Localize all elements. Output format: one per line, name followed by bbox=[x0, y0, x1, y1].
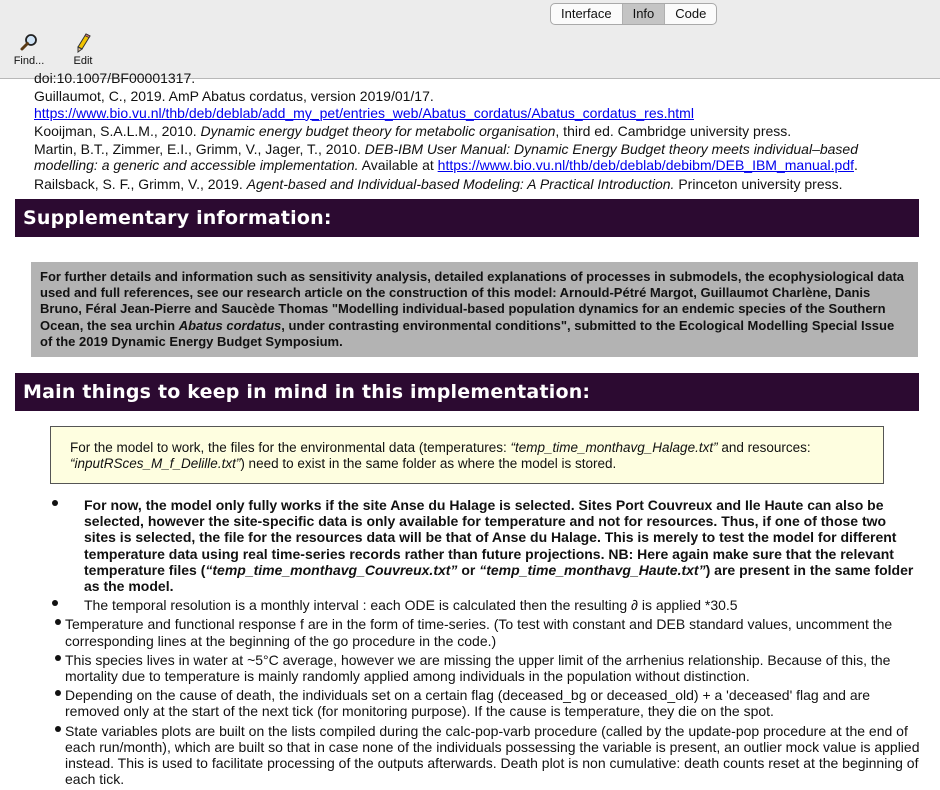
reference-publisher: , third ed. Cambridge university press. bbox=[555, 122, 792, 139]
edit-label: Edit bbox=[73, 55, 93, 67]
list-item bbox=[50, 616, 920, 648]
item-text: State variables plots are built on the lists compiled during the calc-pop-varb procedure (called by the update-pop procedure at the end of each run/month), which are built so that in case none of the individuals possessing the variable is present, an outlier mock value is applied instead. This is used to facilitate processing of the outputs afterwards. Death plot is non cumulative: death counts reset at the beginning of each tick. bbox=[65, 722, 920, 788]
reference-available: Available at bbox=[358, 157, 438, 174]
item-text: The temporal resolution is a monthly interval : each ODE is calculated then the resulting ∂ is applied *30.5 bbox=[84, 597, 738, 614]
reference-authors: Kooijman, S.A.L.M., 2010. bbox=[34, 122, 201, 139]
item-text: Depending on the cause of death, the individuals set on a certain flag (deceased_bg or deceased_old) + a 'deceased' flag and are removed only at the start of the next tick (for monitoring purpose). If the cause is temperature, they die on the spot. bbox=[65, 687, 871, 720]
guillaumot-link[interactable]: https://www.bio.vu.nl/thb/deb/deblab/add_my_pet/entries_web/Abatus_cordatus/Abatus_cordatus_res.html bbox=[34, 104, 694, 121]
bullet-icon bbox=[55, 619, 61, 625]
supplementary-text: For further details and information such as sensitivity analysis, detailed explanations of processes in submodels, the ecophysiological data used and full references, see our research article on the construction of this model: Arnould-Pétré Margot, Guillaumot Charlène, Danis Bruno, Féral Jean-Pierre and Saucède Thomas "Modelling individual-based population dynamics for an endemic species of the Southern Ocean, the sea urchin bbox=[40, 269, 905, 333]
list-item bbox=[50, 687, 920, 719]
reference-title: DEB-IBM User Manual: Dynamic Energy Budget theory meets individual–based modelling: a generic and accessible implementation. bbox=[34, 141, 858, 174]
list-item bbox=[50, 723, 920, 788]
reference-text: Guillaumot, C., 2019. AmP Abatus cordatus, version 2019/01/17. bbox=[34, 88, 434, 105]
item-text: For now, the model only fully works if the site Anse du Halage is selected. Sites Port Couvreux and Ile Haute can also be selected, however the site-specific data is only available for temperature and not for resources. Thus, if one of those two sites is selected, the file for the resources data will be that of Anse du Halage. This is merely to test the model for different temperature data using real time-series records rather than future projections. NB: Here again make sure that the relevant temperature files ( bbox=[84, 497, 897, 578]
bullet-icon bbox=[55, 690, 61, 696]
pencil-icon bbox=[72, 32, 94, 54]
supplementary-box bbox=[31, 262, 918, 357]
resources-filename: “inputRSces_M_f_Delille.txt” bbox=[70, 456, 241, 471]
note-text: and resources: bbox=[717, 440, 811, 455]
reference-publisher: Princeton university press. bbox=[674, 175, 843, 192]
find-label: Find... bbox=[13, 55, 45, 67]
tab-interface[interactable]: Interface bbox=[551, 4, 623, 24]
bullet-icon bbox=[52, 600, 58, 606]
reference-martin bbox=[34, 141, 914, 174]
implementation-notes-list bbox=[50, 497, 920, 790]
bullet-icon bbox=[55, 726, 61, 732]
info-document[interactable] bbox=[0, 70, 940, 788]
item-text: Temperature and functional response f are in the form of time-series. (To test with constant and DEB standard values, uncomment the corresponding lines at the beginning of the go procedure in the code.) bbox=[65, 616, 893, 649]
haute-filename: “temp_time_monthavg_Haute.txt” bbox=[479, 561, 706, 578]
list-item bbox=[50, 497, 920, 594]
view-tab-group bbox=[550, 3, 717, 25]
item-text: ) are present in the same folder as the model. bbox=[84, 561, 914, 595]
find-button[interactable] bbox=[4, 32, 54, 67]
reference-title: Agent-based and Individual-based Modeling: A Practical Introduction. bbox=[246, 175, 675, 192]
reference-cut-line: doi:10.1007/BF00001317. bbox=[34, 70, 196, 86]
reference-end: . bbox=[854, 157, 858, 174]
bullet-icon bbox=[52, 500, 58, 506]
reference-railsback bbox=[34, 176, 914, 192]
edit-button[interactable] bbox=[58, 32, 108, 67]
item-text: This species lives in water at ~5°C average, however we are missing the upper limit of the arrhenius relationship. Because of this, the mortality due to temperature is mainly randomly applied among individuals in the population without distinction. bbox=[65, 651, 891, 685]
supplementary-header: Supplementary information: bbox=[15, 199, 919, 237]
required-files-note bbox=[50, 426, 884, 484]
item-text: or bbox=[457, 561, 480, 578]
note-text: For the model to work, the files for the environmental data (temperatures: bbox=[70, 440, 511, 455]
toolbar bbox=[0, 0, 940, 79]
couvreux-filename: “temp_time_monthavg_Couvreux.txt” bbox=[205, 561, 458, 578]
tab-info[interactable]: Info bbox=[623, 4, 666, 24]
species-name: Abatus cordatus bbox=[178, 317, 282, 333]
reference-kooijman bbox=[34, 123, 914, 139]
tab-code[interactable]: Code bbox=[675, 6, 707, 21]
references-list bbox=[34, 70, 914, 194]
reference-guillaumot bbox=[34, 88, 914, 121]
note-text: ) need to exist in the same folder as where the model is stored. bbox=[240, 456, 617, 471]
reference-authors: Railsback, S. F., Grimm, V., 2019. bbox=[34, 175, 247, 192]
temperature-filename: “temp_time_monthavg_Halage.txt” bbox=[510, 440, 718, 455]
list-item bbox=[50, 652, 920, 684]
reference-title: Dynamic energy budget theory for metabolic organisation bbox=[200, 122, 556, 139]
list-item bbox=[50, 597, 920, 613]
magnifier-icon bbox=[18, 32, 40, 54]
main-things-header: Main things to keep in mind in this implementation: bbox=[15, 373, 919, 411]
supplementary-text-end: , under contrasting environmental conditions", submitted to the Ecological Modelling Special Issue of the 2019 Dynamic Energy Budget Symposium. bbox=[40, 317, 895, 349]
reference-authors: Martin, B.T., Zimmer, E.I., Grimm, V., Jager, T., 2010. bbox=[34, 141, 365, 158]
bullet-icon bbox=[55, 655, 61, 661]
deb-ibm-manual-link[interactable]: https://www.bio.vu.nl/thb/deb/deblab/debibm/DEB_IBM_manual.pdf bbox=[437, 157, 855, 174]
